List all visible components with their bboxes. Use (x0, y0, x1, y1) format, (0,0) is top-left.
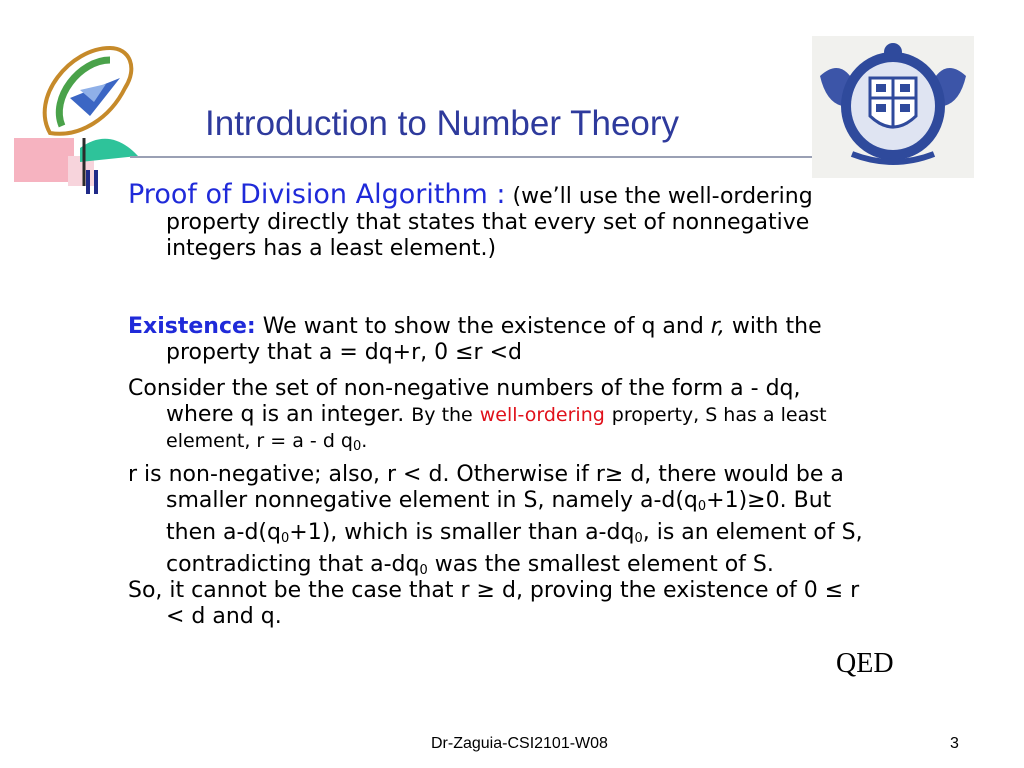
nonnegative-text: , is an element of S, (642, 520, 863, 545)
consider-paragraph (128, 376, 978, 460)
nonnegative-paragraph (128, 462, 978, 584)
conclusion-line: So, it cannot be the case that r ≥ d, proving the existence of 0 ≤ r (128, 578, 860, 603)
consider-text: . (361, 430, 368, 452)
existence-r: r, (710, 314, 725, 339)
proof-heading: Proof of Division Algorithm : (128, 179, 506, 210)
nonnegative-text: smaller nonnegative element in S, namely a-d(q (166, 488, 698, 513)
university-seal (812, 36, 974, 178)
nonnegative-text: then a-d(q (166, 520, 281, 545)
nonnegative-line (128, 520, 978, 552)
consider-text: By the (411, 404, 473, 426)
consider-line: Consider the set of non-negative numbers of the form a - dq, (128, 376, 801, 401)
nonnegative-text: contradicting that a-dq (166, 552, 420, 577)
slide-footer: Dr-Zaguia-CSI2101-W08 (431, 735, 608, 752)
conclusion-line: < d and q. (166, 604, 282, 629)
subscript: 0 (634, 531, 643, 546)
nonnegative-text: +1), which is smaller than a-dq (289, 520, 635, 545)
consider-text: where q is an integer. (166, 402, 405, 427)
consider-line (128, 428, 978, 460)
nonnegative-text: was the smallest element of S. (427, 552, 774, 577)
nonnegative-line: r is non-negative; also, r < d. Otherwise if r≥ d, there would be a (128, 462, 844, 487)
page-number: 3 (950, 735, 959, 752)
corner-logo (10, 38, 170, 188)
proof-note-line: integers has a least element.) (166, 236, 497, 261)
nonnegative-text: +1)≥0. But (706, 488, 832, 513)
slide-title: Introduction to Number Theory (205, 104, 680, 143)
subscript: 0 (419, 563, 428, 578)
well-ordering-highlight: well-ordering (479, 404, 605, 426)
bullet-mark (86, 170, 90, 194)
subscript: 0 (352, 439, 362, 454)
nonnegative-line (128, 488, 978, 520)
consider-text: element, r = a - d q (166, 430, 353, 452)
subscript: 0 (697, 499, 707, 514)
proof-paragraph (128, 179, 978, 262)
existence-text: We want to show the existence of q and (262, 314, 704, 339)
existence-line: property that a = dq+r, 0 ≤r <d (166, 340, 522, 365)
qed-label: QED (836, 648, 894, 679)
existence-text: with the (731, 314, 822, 339)
conclusion-paragraph (128, 578, 978, 630)
existence-paragraph (128, 314, 978, 366)
proof-note-line: property directly that states that every set of nonnegative (166, 210, 810, 235)
title-divider (130, 156, 812, 158)
existence-label: Existence: (128, 314, 256, 339)
bullet-mark (94, 170, 98, 194)
proof-note: (we’ll use the well-ordering (512, 184, 813, 209)
consider-text: property, S has a least (611, 404, 827, 426)
consider-line (128, 402, 978, 428)
subscript: 0 (280, 531, 290, 546)
